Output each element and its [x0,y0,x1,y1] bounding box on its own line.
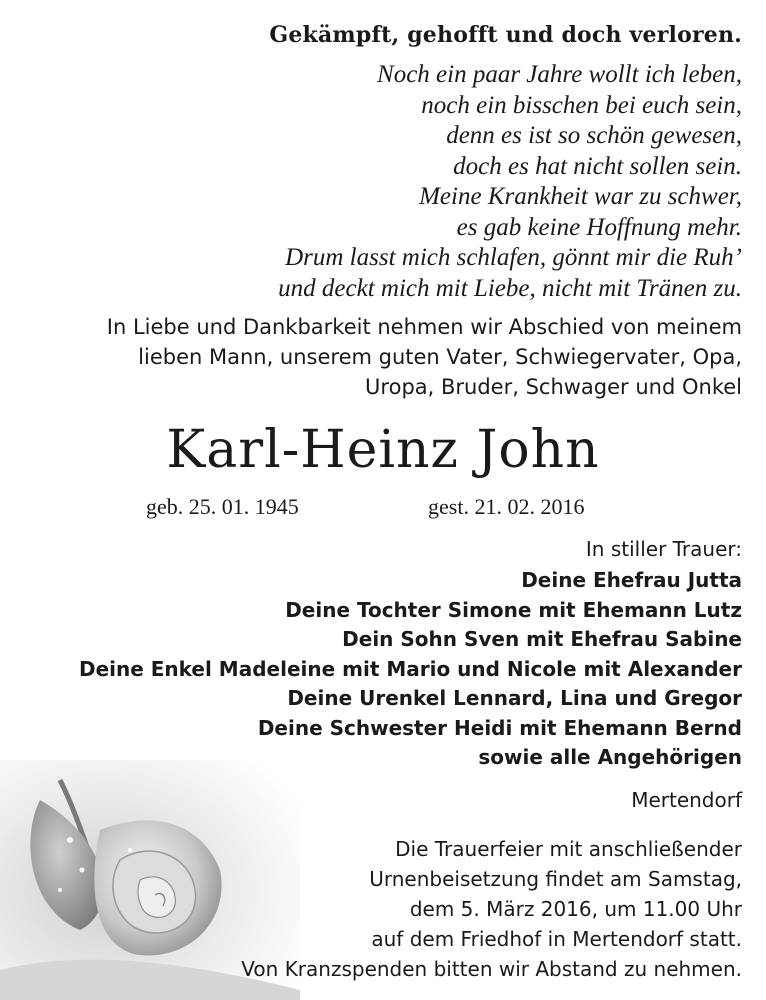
poem-line: es gab keine Hoffnung mehr. [456,213,742,241]
ceremony-line: auf dem Friedhof in Mertendorf statt. [371,927,742,951]
place: Mertendorf [631,788,742,812]
birth-date: geb. 25. 01. 1945 [146,494,299,519]
ceremony-info [241,834,742,984]
intro-line: lieben Mann, unserem guten Vater, Schwiegervater, Opa, [138,345,742,369]
heading: Gekämpft, gehofft und doch verloren. [269,22,742,48]
mourner: Dein Sohn Sven mit Ehefrau Sabine [342,627,742,651]
poem-line: doch es hat nicht sollen sein. [453,152,742,180]
intro-line: Uropa, Bruder, Schwager und Onkel [365,375,742,399]
poem-line: Noch ein paar Jahre wollt ich leben, [377,61,742,88]
poem-line: und deckt mich mit Liebe, nicht mit Tränen zu. [278,274,742,302]
poem-line: Meine Krankheit war zu schwer, [419,183,742,210]
mourner: Deine Schwester Heidi mit Ehemann Bernd [257,715,742,740]
mourner: sowie alle Angehörigen [478,745,742,769]
ceremony-line: dem 5. März 2016, um 11.00 Uhr [409,897,742,921]
death-date: gest. 21. 02. 2016 [428,494,585,519]
deceased-name: Karl-Heinz John [166,420,600,480]
mourning-label: In stiller Trauer: [585,537,742,561]
poem [278,60,742,304]
intro-line: In Liebe und Dankbarkeit nehmen wir Abschied von meinem [106,315,742,339]
intro-text [107,312,742,402]
mourner: Deine Ehefrau Jutta [521,568,742,592]
mourner: Deine Tochter Simone mit Ehemann Lutz [285,597,742,622]
ceremony-line: Urnenbeisetzung findet am Samstag, [369,867,742,891]
mourner: Deine Enkel Madeleine mit Mario und Nicole mit Alexander [78,656,742,681]
poem-line: noch ein bisschen bei euch sein, [421,91,742,119]
poem-line: Drum lasst mich schlafen, gönnt mir die Ruh’ [285,244,742,271]
poem-line: denn es ist so schön gewesen, [446,122,742,149]
mourners-list [79,566,742,773]
ceremony-line: Von Kranzspenden bitten wir Abstand zu nehmen. [241,957,742,981]
ceremony-line: Die Trauerfeier mit anschließender [395,837,742,861]
mourner: Deine Urenkel Lennard, Lina und Gregor [287,686,742,710]
